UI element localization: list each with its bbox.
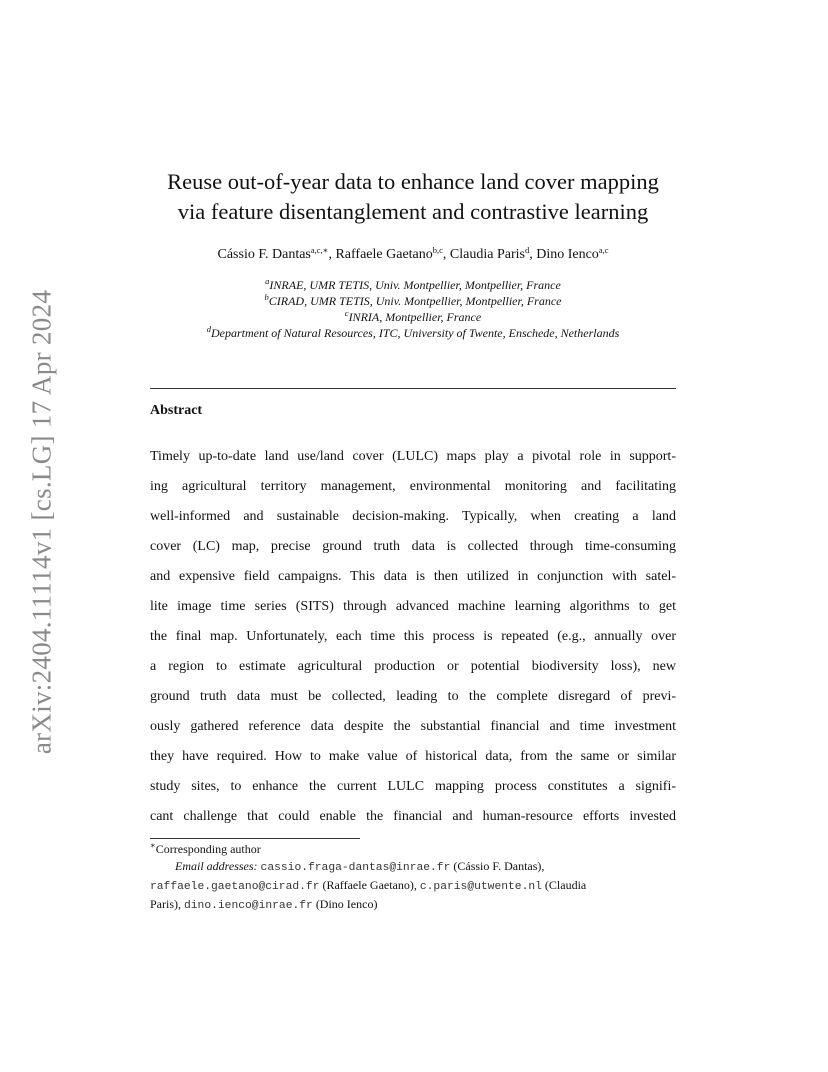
abstract-line: ground truth data must be collected, leading to the complete disregard of previ- [150, 689, 676, 704]
email-link[interactable]: c.paris@utwente.nl [419, 881, 542, 893]
abstract-line: ously gathered reference data despite the substantial financial and time investment [150, 719, 676, 734]
author-name: Raffaele Gaetano [335, 247, 433, 262]
abstract-line: a region to estimate agricultural production or potential biodiversity loss), new [150, 659, 676, 674]
header-divider [150, 388, 676, 389]
abstract-line: Timely up-to-date land use/land cover (LULC) maps play a pivotal role in support- [150, 449, 676, 464]
paper-title [100, 167, 726, 227]
title-line: Reuse out-of-year data to enhance land cover mapping [167, 169, 659, 194]
email-link[interactable]: raffaele.gaetano@cirad.fr [150, 881, 320, 893]
footnote: ∗Corresponding author Email addresses: cassio.fraga-dantas@inrae.fr (Cássio F. Dantas), raffaele.gaetano@cirad.fr (Raffaele Gaetano), c.paris@utwente.nl (Claudia Paris), dino.ienco@inrae.fr (Dino Ienco) [150, 841, 676, 915]
abstract-line: ing agricultural territory management, environmental monitoring and facilitating [150, 479, 676, 494]
abstract-line: the final map. Unfortunately, each time this process is repeated (e.g., annually over [150, 629, 676, 644]
arxiv-side-stamp: arXiv:2404.11114v1 [cs.LG] 17 Apr 2024 [26, 289, 57, 755]
abstract-line: and expensive field campaigns. This data is then utilized in conjunction with satel- [150, 569, 676, 584]
footnote-divider [150, 838, 360, 839]
abstract-line: lite image time series (SITS) through advanced machine learning algorithms to get [150, 599, 676, 614]
title-line: via feature disentanglement and contrastive learning [177, 199, 649, 224]
abstract-body [150, 442, 676, 832]
affiliation: $^b$CIRAD, UMR TETIS, Univ. Montpellier, Montpellier, France [264, 292, 562, 308]
author-affil-marks: a,c,∗ [310, 245, 329, 255]
author-name: Claudia Paris [449, 247, 525, 262]
abstract-line: well-informed and sustainable decision-making. Typically, when creating a land [150, 509, 676, 524]
email-link[interactable]: dino.ienco@inrae.fr [184, 900, 313, 912]
abstract-line: study sites, to enhance the current LULC mapping process constitutes a signifi- [150, 779, 676, 794]
abstract-line: they have required. How to make value of historical data, from the same or similar [150, 749, 676, 764]
author-name: Cássio F. Dantas [217, 247, 311, 262]
author-affil-marks: a,c [598, 245, 609, 255]
email-link[interactable]: cassio.fraga-dantas@inrae.fr [260, 862, 451, 874]
footnote-corresponding: ∗Corresponding author [150, 840, 261, 856]
author-list: Cássio F. Dantas$^{a,c,∗}$, Raffaele Gaetano$^{b,c}$, Claudia Paris$^d$, Dino Ienco$^{a,c}$ [217, 245, 609, 262]
author-name: Dino Ienco [536, 247, 599, 262]
abstract-line: cover (LC) map, precise ground truth data is collected through time-consuming [150, 539, 676, 554]
affiliation: $^c$INRIA, Montpellier, France [344, 308, 482, 324]
affiliation-list [100, 277, 726, 341]
abstract-line: cant challenge that could enable the financial and human-resource efforts invested [150, 809, 676, 824]
affiliation: $^d$Department of Natural Resources, ITC, University of Twente, Enschede, Netherlands [206, 324, 620, 340]
author-affil-marks: d [524, 245, 530, 255]
author-affil-marks: b,c [432, 245, 443, 255]
abstract-heading: Abstract [150, 403, 203, 418]
email-label: Email addresses: [175, 859, 258, 873]
affiliation: $^a$INRAE, UMR TETIS, Univ. Montpellier, Montpellier, France [265, 276, 561, 292]
